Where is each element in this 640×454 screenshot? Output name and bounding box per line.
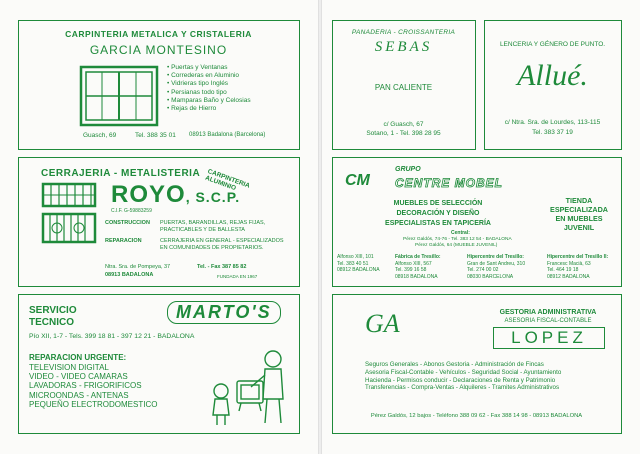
list-item: • Mamparas Baño y Celosias: [167, 96, 251, 104]
lopez-footer: Pérez Galdós, 12 bajos - Teléfono 388 09 62 - Fax 388 14 98 - 08913 BADALONA: [370, 413, 583, 419]
martos-logo: MARTO'S: [167, 301, 281, 324]
garcia-services-list: [167, 64, 251, 113]
mobel-central-label: Central:: [451, 230, 470, 236]
royo-name: [111, 181, 240, 209]
list-item: • Vidrieras tipo Inglés: [167, 80, 229, 88]
branch-line: Alfonso XIII, 567: [395, 260, 432, 267]
list-item: Seguros Generales - Abonos Gestoria - Administración de Fincas: [365, 361, 544, 368]
mobel-line-3: ESPECIALISTAS EN TAPICERÍA: [385, 220, 491, 227]
garcia-address: Guasch, 69: [83, 132, 117, 139]
mobel-branch-4: [547, 254, 608, 280]
royo-address: Ntra. Sra. de Pompeya, 37: [105, 264, 171, 270]
list-item: • Puertas y Ventanas: [167, 64, 228, 71]
branch-line: Gran de Sant Andreu, 310: [467, 260, 526, 267]
branch-line: 08030 BARCELONA: [467, 273, 514, 280]
allue-phone: Tel. 383 37 19: [532, 129, 573, 136]
list-item: PEQUEÑO ELECTRODOMESTICO: [29, 399, 158, 409]
branch-line: Tel. 383 40 51: [337, 260, 369, 267]
list-item: LAVADORAS - FRIGORIFICOS: [29, 381, 142, 391]
ad-royo: [18, 157, 300, 287]
list-item: • Correderas en Aluminio: [167, 72, 240, 80]
sebas-address2: Sotano, 1 - Tel. 398 28 95: [366, 130, 441, 137]
sebas-name: SEBAS: [374, 39, 433, 55]
branch-line: Tel. 464 19 18: [547, 267, 579, 273]
ad-martos: [18, 294, 300, 434]
mobel-branch-1: [337, 254, 380, 274]
ad-garcia-montesino: [18, 20, 300, 150]
allue-address: c/ Ntra. Sra. de Lourdes, 113-115: [504, 119, 601, 126]
mobel-line-2: DECORACIÓN Y DISEÑO: [396, 210, 480, 217]
branch-line: Tel. 399 16 58: [395, 267, 427, 273]
mobel-grupo: GRUPO: [395, 166, 421, 173]
branch-line: 08912 BADALONA: [547, 273, 590, 280]
martos-line2: TECNICO: [29, 317, 74, 328]
branch-title: Hipercentre del Tresillo II:: [547, 254, 609, 260]
martos-line1: SERVICIO: [29, 305, 77, 316]
list-item: TELEVISION DIGITAL: [29, 363, 109, 372]
mobel-branch-2: [395, 254, 441, 280]
tienda-line: JUVENIL: [563, 223, 595, 232]
royo-city: 08913 BADALONA: [105, 272, 154, 278]
tienda-line: ESPECIALIZADA: [550, 205, 608, 214]
list-item: MICROONDAS - ANTENAS: [29, 390, 129, 400]
lopez-services-list: [365, 361, 561, 392]
technician-illustration: [207, 347, 293, 429]
list-item: Transferencias - Compra-Ventas - Alquileres - Tramites Administrativos: [365, 384, 560, 392]
lopez-logo: GA: [365, 309, 400, 338]
royo-founded: FUNDADA EN 1967: [217, 274, 258, 279]
garcia-city: 08913 Badalona (Barcelona): [189, 132, 266, 138]
mobel-tienda: [539, 196, 619, 232]
royo-name-suffix: , S.C.P.: [185, 189, 241, 205]
tienda-line: TIENDA: [565, 196, 593, 205]
garcia-phone: Tel. 388 35 01: [135, 132, 176, 139]
martos-address: Pío XII, 1-7 - Tels. 399 18 81 - 397 12 21 - BADALONA: [29, 333, 195, 340]
ad-allue: [484, 20, 622, 150]
royo-repair-text: CERRAJERIA EN GENERAL - ESPECIALIZADOS EN COMUNIDADES DE PROPIETARIOS.: [160, 238, 284, 251]
garcia-header: CARPINTERIA METALICA Y CRISTALERIA: [65, 29, 252, 39]
branch-title: Hipercentre del Tresillo:: [467, 254, 524, 260]
mobel-logo: CM: [345, 172, 370, 189]
list-item: Asesoria Fiscal-Contable - Vehículos - Seguridad Social - Ayuntamiento: [365, 368, 562, 376]
ad-centre-mobel: [332, 157, 622, 287]
ad-sebas: [332, 20, 476, 150]
list-item: • Persianas todo tipo: [167, 88, 227, 96]
garcia-name: GARCIA MONTESINO: [89, 43, 228, 57]
lopez-header-1: GESTORIA ADMINISTRATIVA: [499, 309, 597, 316]
ad-lopez: [332, 294, 622, 434]
lopez-header-2: ASESORIA FISCAL-CONTABLE: [504, 318, 592, 324]
sebas-address1: c/ Guasch, 67: [383, 121, 424, 128]
list-item: VIDEO - VIDEO CAMARAS: [29, 372, 128, 382]
lopez-name: LOPEZ: [493, 327, 605, 349]
royo-cif: C.I.F. G-59883259: [111, 208, 152, 214]
window-illustration: [79, 65, 159, 127]
royo-header: CERRAJERIA - METALISTERIA: [41, 168, 201, 179]
royo-repair-label: REPARACION: [105, 238, 142, 244]
branch-line: 08912 BADALONA: [337, 267, 380, 273]
tienda-line: EN MUEBLES: [555, 214, 603, 223]
branch-title: Fábrica de Tresillo:: [395, 254, 441, 260]
sebas-tagline: PAN CALIENTE: [374, 83, 433, 92]
branch-line: Tel. 274 00 02: [467, 267, 499, 273]
martos-services-list: [29, 363, 157, 409]
sebas-header: PANADERIA - CROISSANTERIA: [351, 29, 456, 36]
allue-name: Allué.: [517, 59, 588, 92]
mobel-name: CENTRE MOBEL: [395, 176, 503, 190]
branch-line: 08918 BADALONA: [395, 273, 438, 280]
list-item: • Rejas de Hierro: [167, 105, 217, 113]
mobel-branch-3: [467, 254, 525, 280]
allue-header: LENCERIA Y GÉNERO DE PUNTO.: [499, 41, 606, 48]
royo-phone: Tel. - Fax 387 85 82: [197, 264, 247, 270]
mobel-central-1: Pérez Galdós, 74-76 - Tel. 383 12 54 - BADALONA: [403, 237, 512, 242]
list-item: Hacienda - Permisos conducir - Declaraciones de Renta y Patrimonio: [365, 376, 556, 384]
branch-line: Alfonso XIII, 101: [337, 254, 374, 260]
royo-construction-text: PUERTAS, BARANDILLAS, REJAS FIJAS, PRACTICABLES Y DE BALLESTA: [160, 220, 266, 233]
royo-name-main: ROYO: [111, 181, 186, 208]
branch-line: Francesc Macià, 63: [547, 260, 591, 267]
page-gutter: [318, 0, 322, 454]
royo-diagonal-text: CARPINTERIA ALUMINIO: [204, 168, 251, 193]
mobel-line-1: MUEBLES DE SELECCIÓN: [393, 200, 483, 207]
royo-construction-label: CONSTRUCCION: [105, 220, 150, 226]
mobel-central-2: Pérez Galdós, 64 (MUEBLE JUVENIL): [415, 243, 498, 248]
gate-illustration: [41, 182, 97, 248]
martos-urgent: REPARACION URGENTE:: [29, 353, 127, 362]
